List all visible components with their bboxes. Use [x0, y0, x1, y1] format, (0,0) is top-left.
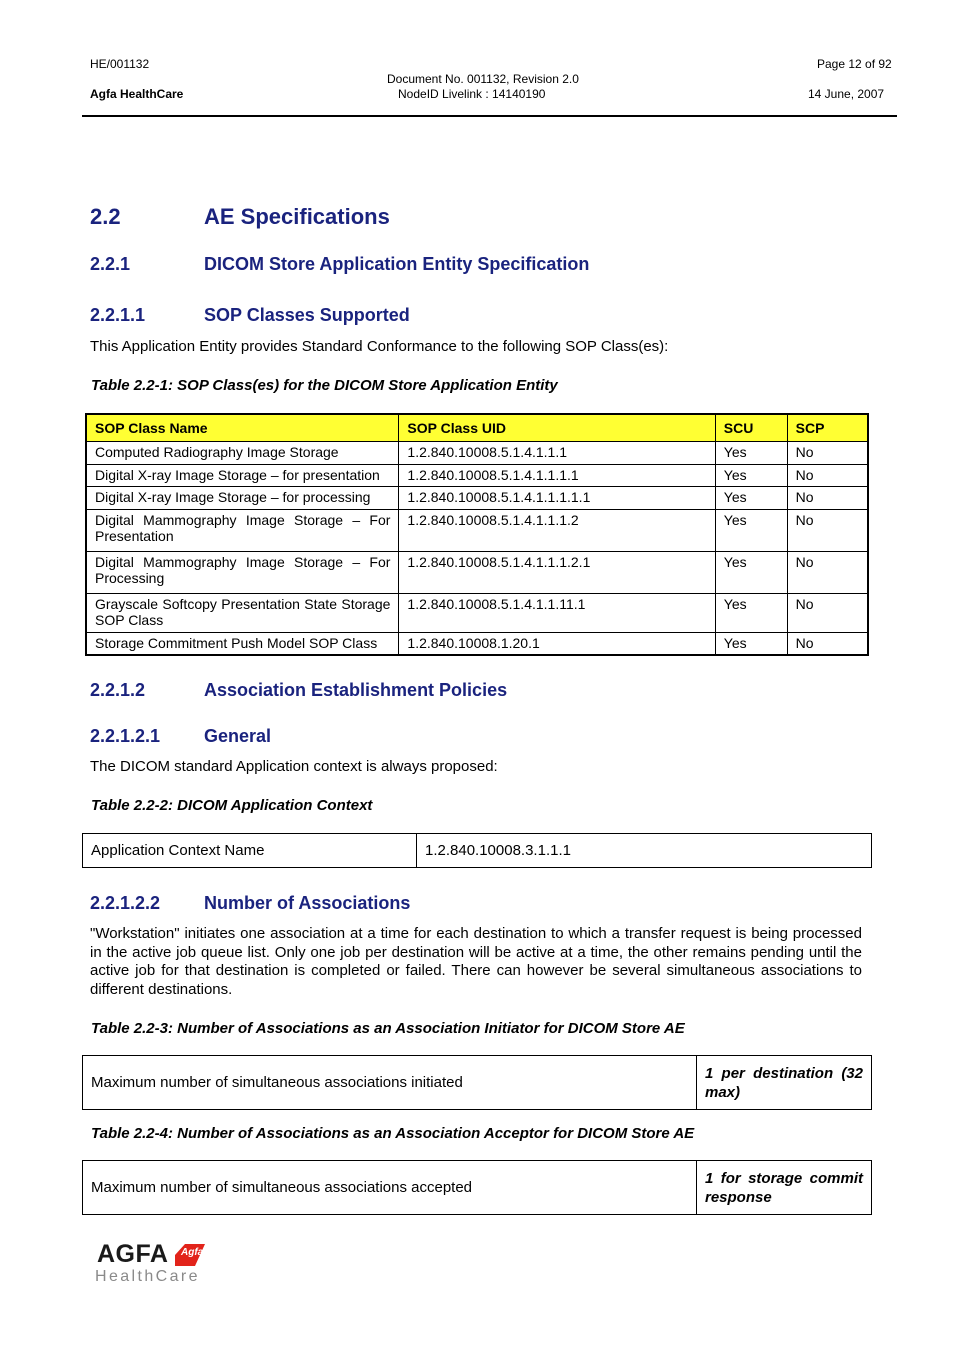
section-title: General	[204, 726, 272, 746]
scu-value: Yes	[715, 632, 787, 655]
section-heading-2-2-1-1	[90, 305, 410, 326]
page-number: Page 12 of 92	[817, 57, 892, 71]
table-row	[86, 442, 868, 465]
scu-value: Yes	[715, 509, 787, 551]
agfa-healthcare-logo	[95, 1240, 215, 1288]
section-number: 2.2	[90, 204, 121, 229]
company-name: Agfa HealthCare	[90, 87, 184, 101]
scu-value: Yes	[715, 442, 787, 465]
scu-value: Yes	[715, 464, 787, 487]
table-row	[86, 551, 868, 593]
scp-value: No	[787, 551, 868, 593]
sop-class-uid: 1.2.840.10008.5.1.4.1.1.1.1.1	[399, 487, 715, 510]
sop-class-name: Digital X-ray Image Storage – for processing	[86, 487, 399, 510]
table-row	[83, 834, 872, 868]
table-caption-3: Table 2.2-3: Number of Associations as an Association Initiator for DICOM Store AE	[91, 1020, 685, 1037]
table-row	[86, 593, 868, 632]
table-header-row	[86, 414, 868, 442]
table-caption-2: Table 2.2-2: DICOM Application Context	[91, 797, 373, 814]
section-number: 2.2.1.2	[90, 680, 146, 700]
doc-number: Document No. 001132, Revision 2.0	[387, 72, 579, 86]
section-number: 2.2.1.1	[90, 305, 146, 325]
logo-brand: AGFA	[97, 1240, 169, 1268]
sop-class-uid: 1.2.840.10008.5.1.4.1.1.11.1	[399, 593, 715, 632]
sop-class-name: Digital Mammography Image Storage – For Processing	[86, 551, 399, 593]
doc-date: 14 June, 2007	[808, 87, 885, 101]
sop-intro-text: This Application Entity provides Standard Conformance to the following SOP Class(es):	[90, 338, 669, 355]
acceptor-label: Maximum number of simultaneous associations accepted	[83, 1161, 697, 1215]
scp-value: No	[787, 509, 868, 551]
section-heading-2-2-1-2	[90, 680, 507, 701]
column-header: SOP Class Name	[86, 414, 399, 442]
initiator-table	[82, 1055, 872, 1110]
section-title: SOP Classes Supported	[204, 305, 410, 325]
associations-paragraph: "Workstation" initiates one association at a time for each destination to which a transfer request is being processed in the active job queue list. Only one job per destination will be active at a time, the other remains pending until the active job for that destination is completed or failed. There can however be several simultaneous associations to different destinations.	[90, 925, 862, 998]
section-number: 2.2.1.2.2	[90, 893, 161, 913]
sop-class-uid: 1.2.840.10008.5.1.4.1.1.1.2	[399, 509, 715, 551]
logo-badge: Agfa	[181, 1247, 204, 1258]
app-context-table	[82, 833, 872, 868]
scp-value: No	[787, 632, 868, 655]
column-header: SCP	[787, 414, 868, 442]
scp-value: No	[787, 464, 868, 487]
section-title: Number of Associations	[204, 893, 411, 913]
column-header: SCU	[715, 414, 787, 442]
section-heading-2-2	[90, 204, 390, 230]
scu-value: Yes	[715, 487, 787, 510]
sop-class-uid: 1.2.840.10008.1.20.1	[399, 632, 715, 655]
section-title: Association Establishment Policies	[204, 680, 508, 700]
sop-class-name: Computed Radiography Image Storage	[86, 442, 399, 465]
sop-class-uid: 1.2.840.10008.5.1.4.1.1.1	[399, 442, 715, 465]
section-number: 2.2.1	[90, 254, 131, 274]
section-heading-2-2-1-2-1	[90, 726, 271, 747]
app-context-label: Application Context Name	[83, 834, 417, 868]
scu-value: Yes	[715, 551, 787, 593]
table-row	[83, 1056, 872, 1110]
table-caption-1: Table 2.2-1: SOP Class(es) for the DICOM Store Application Entity	[91, 377, 558, 394]
scp-value: No	[787, 442, 868, 465]
sop-class-name: Storage Commitment Push Model SOP Class	[86, 632, 399, 655]
section-heading-2-2-1-2-2	[90, 893, 410, 914]
table-caption-4: Table 2.2-4: Number of Associations as an Association Acceptor for DICOM Store AE	[91, 1125, 695, 1142]
scp-value: No	[787, 593, 868, 632]
sop-class-name: Digital Mammography Image Storage – For Presentation	[86, 509, 399, 551]
app-context-value: 1.2.840.10008.3.1.1.1	[417, 834, 872, 868]
section-title: DICOM Store Application Entity Specification	[204, 254, 590, 274]
sop-class-uid: 1.2.840.10008.5.1.4.1.1.1.1	[399, 464, 715, 487]
general-intro-text: The DICOM standard Application context is always proposed:	[90, 758, 498, 775]
table-row	[86, 509, 868, 551]
column-header: SOP Class UID	[399, 414, 715, 442]
acceptor-value: 1 for storage commit response	[697, 1161, 872, 1215]
table-row	[86, 487, 868, 510]
sop-class-name: Grayscale Softcopy Presentation State Storage SOP Class	[86, 593, 399, 632]
node-id: NodeID Livelink : 14140190	[398, 87, 546, 101]
sop-class-name: Digital X-ray Image Storage – for presentation	[86, 464, 399, 487]
scu-value: Yes	[715, 593, 787, 632]
sop-class-table	[85, 413, 869, 656]
acceptor-table	[82, 1160, 872, 1215]
section-heading-2-2-1	[90, 254, 589, 275]
scp-value: No	[787, 487, 868, 510]
header-rule	[82, 115, 897, 117]
initiator-value: 1 per destination (32 max)	[697, 1056, 872, 1110]
section-title: AE Specifications	[204, 204, 390, 229]
logo-subtitle: HealthCare	[95, 1268, 200, 1285]
sop-class-uid: 1.2.840.10008.5.1.4.1.1.1.2.1	[399, 551, 715, 593]
initiator-label: Maximum number of simultaneous associations initiated	[83, 1056, 697, 1110]
table-row	[86, 464, 868, 487]
table-row	[86, 632, 868, 655]
table-row	[83, 1161, 872, 1215]
section-number: 2.2.1.2.1	[90, 726, 161, 746]
doc-id: HE/001132	[90, 57, 150, 71]
